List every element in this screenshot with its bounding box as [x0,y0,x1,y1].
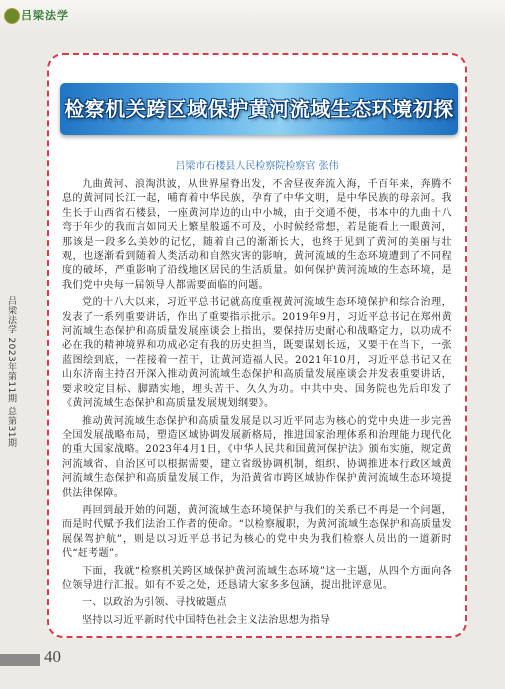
paragraph: 下面，我就“检察机关跨区域保护黄河流域生态环境”这一主题，从四个方面向各位领导进行汇报。如有不妥之处，还恳请大家多多包涵，提出批评意见。 [62,565,452,591]
paragraph: 坚持以习近平新时代中国特色社会主义法治思想为指导 [82,614,331,626]
article-body [62,178,452,631]
header-bar [0,0,505,32]
section-heading: 一、以政治为引领、寻找破题点 [82,597,227,609]
spine-issue-text: 吕梁法学 2023年第11期 总第31期 [6,296,16,448]
paragraph: 党的十八大以来，习近平总书记就高度重视黄河流域生态环境保护和综合治理，发表了一系列重要讲话，作出了重要指示批示。2019年9月，习近平总书记在郑州黄河流域生态保护和高质量发展座谈会上指出，要保持历史耐心和战略定力，以功成不必在我的精神境界和功成必定有我的历史担当，既要谋划长远，又要干在当下，一张蓝图绘到底，一茬接着一茬干，让黄河造福人民。2021年10月，习近平总书记又在山东济南主持召开深入推动黄河流域生态保护和高质量发展座谈会并发表重要讲话，要求咬定目标、脚踏实地，埋头苦干、久久为功。中共中央、国务院也先后印发了《黄河流域生态保护和高质量发展规划纲要》。 [62,297,452,410]
journal-logo-text: 吕梁法学 [21,9,69,22]
article-author: 吕梁市石楼县人民检察院检察官 张伟 [175,161,339,172]
page-number-bar [0,654,40,666]
article-title: 检察机关跨区域保护黄河流域生态环境初探 [64,97,454,121]
paragraph: 再回到最开始的问题，黄河流域生态环境保护与我们的关系已不再是一个问题，而是时代赋予我们法治工作者的使命。“以检察履职，为黄河流域生态保护和高质量发展保驾护航”，则是以习近平总书记为核心的党中央为我们检察人员出的一道新时代“赶考题”。 [62,504,452,560]
emblem-icon [4,8,20,24]
title-banner [60,83,458,135]
paragraph: 推动黄河流域生态保护和高质量发展是以习近平同志为核心的党中央进一步完善全国发展战略布局，塑造区域协调发展新格局，推进国家治理体系和治理能力现代化的重大国家战略。2023年4月1日，《中华人民共和国黄河保护法》颁布实施，规定黄河流域省、自治区可以根据需要，建立省级协调机制，组织、协调推进本行政区域黄河流域生态保护和高质量发展工作，为沿黄省市跨区域协作保护黄河流域生态环境提供法律保障。 [62,415,452,499]
page-number: 40 [44,647,61,666]
paragraph: 九曲黄河、浪淘洪波，从世界屋脊出发，不舍昼夜奔流入海，千百年来，奔腾不息的黄河同长江一起，哺育着中华民族，孕育了中华文明，是中华民族的母亲河。我生长于山西省石楼县，一座黄河岸边的山中小城，由于交通不便，书本中的九曲十八弯于年少的我而言如同天上繁星般遥不可及，小时候经常想，若是能看上一眼黄河，那该是一段多么美妙的记忆，随着自己的渐渐长大，也终于见到了黄河的美丽与壮观，也逐渐看到随着人类活动和自然灾害的影响，黄河流域的生态环境遭到了不同程度的破坏，严重影响了沿线地区居民的生活质量。如何保护黄河流域的生态环境，是我们党中央每一届领导人都需要面临的问题。 [62,179,452,291]
